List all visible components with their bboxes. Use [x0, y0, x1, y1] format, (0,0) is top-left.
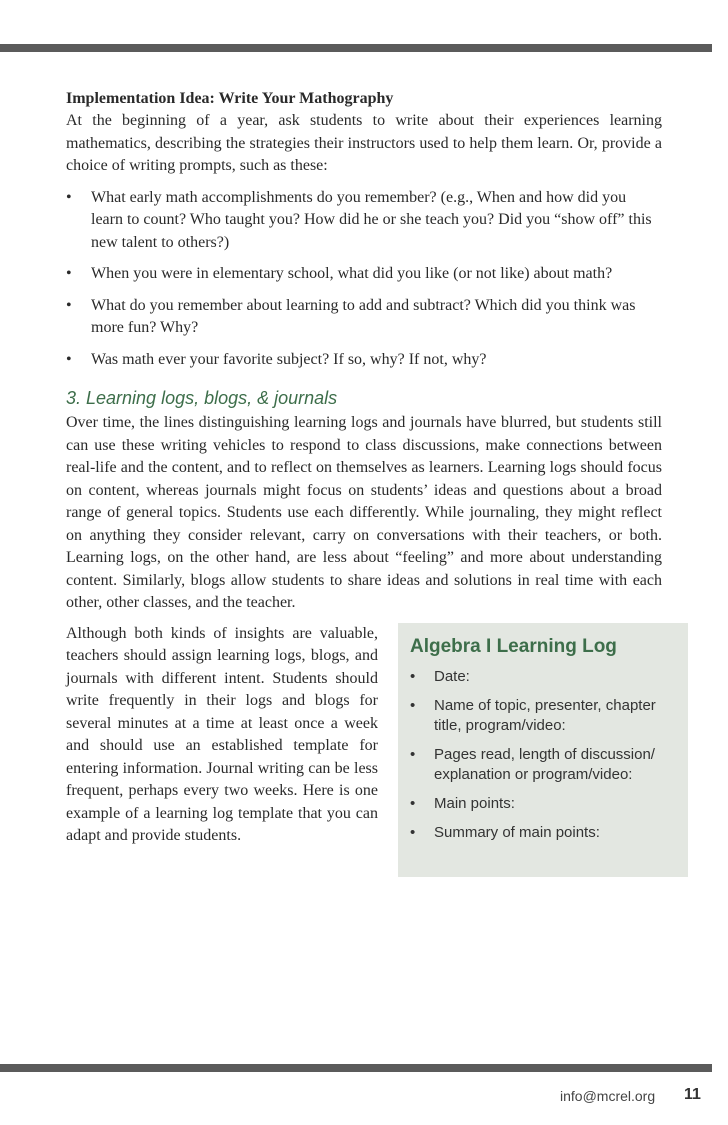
implementation-heading: Implementation Idea: Write Your Mathography: [66, 90, 394, 107]
learning-log-box: [398, 623, 688, 877]
list-item: [410, 667, 678, 687]
bullet-icon: •: [66, 188, 72, 206]
list-item: [66, 349, 662, 372]
bottom-rule: [0, 1064, 712, 1072]
bullet-icon: •: [410, 794, 416, 812]
list-item: [66, 187, 662, 255]
section-paragraph-left: Although both kinds of insights are valuable, teachers should assign learning logs, blogs, and journals with different intent. Students should write frequently in their logs and blogs for several minutes at a time at least once a week and should use an established template for entering information. Journal writing can be less frequent, perhaps every two weeks. Here is one example of a learning log template that you can adapt and provide students.: [66, 624, 378, 844]
list-item: [410, 823, 678, 843]
section-title: 3. Learning logs, blogs, & journals: [66, 388, 338, 408]
list-item: [410, 745, 678, 785]
page-number: 11: [684, 1086, 701, 1103]
bullet-icon: •: [66, 350, 72, 368]
list-item: [410, 696, 678, 736]
list-item: [66, 263, 662, 286]
bullet-icon: •: [410, 696, 416, 714]
writing-prompts-list: [66, 187, 662, 372]
learning-log-list: [410, 667, 678, 843]
bullet-icon: •: [66, 296, 72, 314]
prompt-text: What do you remember about learning to add and subtract? Which did you think was more fun? Why?: [91, 296, 636, 336]
page-content: [66, 88, 662, 848]
section-paragraph: Over time, the lines distinguishing learning logs and journals have blurred, but students still can use these writing vehicles to respond to class discussions, make connections between real-life and the content, and to reflect on themselves as learners. Learning logs should focus on content, whereas journals might focus on students’ ideas and questions about a broad range of general topics. Students use each differently. While journaling, they might reflect on anything they consider relevant, carry on conversations with their teachers, or both. Learning logs, on the other hand, are less about “feeling” and more about understanding content. Similarly, blogs allow students to share ideas and solutions in real time with each other, other classes, and the teacher.: [66, 414, 662, 611]
footer-email-link[interactable]: info@mcrel.org: [560, 1088, 656, 1104]
prompt-text: Was math ever your favorite subject? If so, why? If not, why?: [91, 350, 487, 368]
log-item-text: Name of topic, presenter, chapter title, program/video:: [434, 696, 656, 734]
prompt-text: When you were in elementary school, what did you like (or not like) about math?: [91, 265, 613, 282]
two-column-area: [66, 623, 662, 848]
top-rule: [0, 44, 712, 52]
list-item: [410, 794, 678, 814]
prompt-text: What early math accomplishments do you remember? (e.g., When and how did you learn to count? Who taught you? How did he or she teach you? Did you “show off” this new talent to others?): [91, 188, 652, 251]
bullet-icon: •: [410, 667, 416, 685]
log-item-text: Main points:: [434, 794, 515, 812]
log-item-text: Pages read, length of discussion/ explanation or program/video:: [434, 745, 655, 783]
bullet-icon: •: [410, 823, 416, 841]
bullet-icon: •: [410, 745, 416, 763]
log-item-text: Date:: [434, 667, 470, 685]
implementation-intro: At the beginning of a year, ask students to write about their experiences learning mathematics, describing the strategies their instructors used to help them learn. Or, provide a choice of writing prompts, such as these:: [66, 112, 662, 174]
log-item-text: Summary of main points:: [434, 823, 600, 841]
list-item: [66, 295, 662, 340]
bullet-icon: •: [66, 265, 72, 282]
learning-log-title: Algebra I Learning Log: [410, 635, 617, 657]
